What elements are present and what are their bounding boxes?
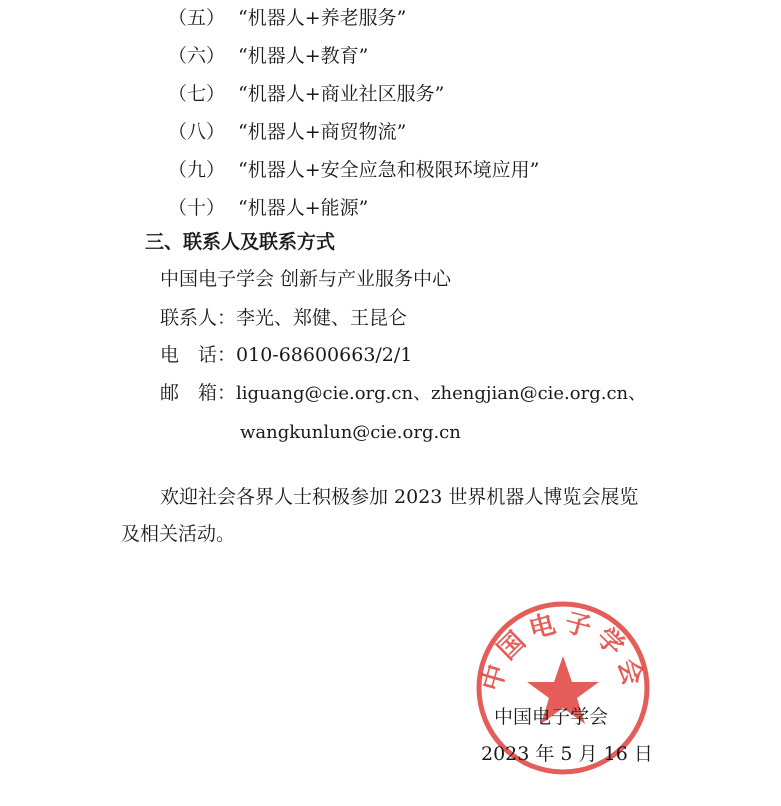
contact-person-label: 联系人： (160, 307, 237, 329)
contact-org: 中国电子学会 创新与产业服务中心 (160, 268, 452, 290)
signature-org: 中国电子学会 (494, 706, 609, 728)
list-item-8 (168, 120, 406, 144)
contact-phone-label: 电 话： (160, 344, 237, 366)
contact-persons-row (160, 306, 407, 330)
list-item-6 (168, 44, 368, 68)
svg-text:中国电子学会: 中国电子学会 (476, 607, 650, 695)
closing-line-2: 及相关活动。 (121, 523, 236, 545)
list-item-7 (168, 82, 444, 106)
contact-phone-row (160, 343, 412, 367)
list-item-text: “机器人+安全应急和极限环境应用” (238, 159, 540, 181)
list-item-text: “机器人+养老服务” (238, 7, 407, 29)
list-item-text: “机器人+商贸物流” (238, 121, 407, 143)
contact-phone: 010-68600663/2/1 (236, 344, 413, 366)
contact-email-line1[interactable]: liguang@cie.org.cn、zhengjian@cie.org.cn、 (236, 383, 647, 404)
contact-email-row (160, 381, 646, 406)
list-item-9 (168, 158, 539, 182)
list-item-number: （八） (168, 121, 226, 143)
signature-date: 2023 年 5 月 16 日 (481, 743, 653, 765)
list-item-number: （九） (168, 159, 226, 181)
list-item-number: （六） (168, 45, 226, 67)
list-item-number: （五） (168, 7, 226, 29)
closing-line-1: 欢迎社会各界人士积极参加 2023 世界机器人博览会展览 (160, 486, 639, 508)
list-item-text: “机器人+商业社区服务” (238, 83, 445, 105)
list-item-text: “机器人+能源” (238, 197, 369, 219)
contact-persons: 李光、郑健、王昆仑 (236, 307, 408, 329)
list-item-number: （十） (168, 197, 226, 219)
contact-email-line2[interactable]: wangkunlun@cie.org.cn (240, 422, 461, 443)
contact-email-label: 邮 箱： (160, 382, 237, 404)
list-item-5 (168, 6, 406, 30)
list-item-10 (168, 196, 368, 220)
section-heading: 三、联系人及联系方式 (145, 231, 336, 253)
list-item-text: “机器人+教育” (238, 45, 369, 67)
list-item-number: （七） (168, 83, 226, 105)
